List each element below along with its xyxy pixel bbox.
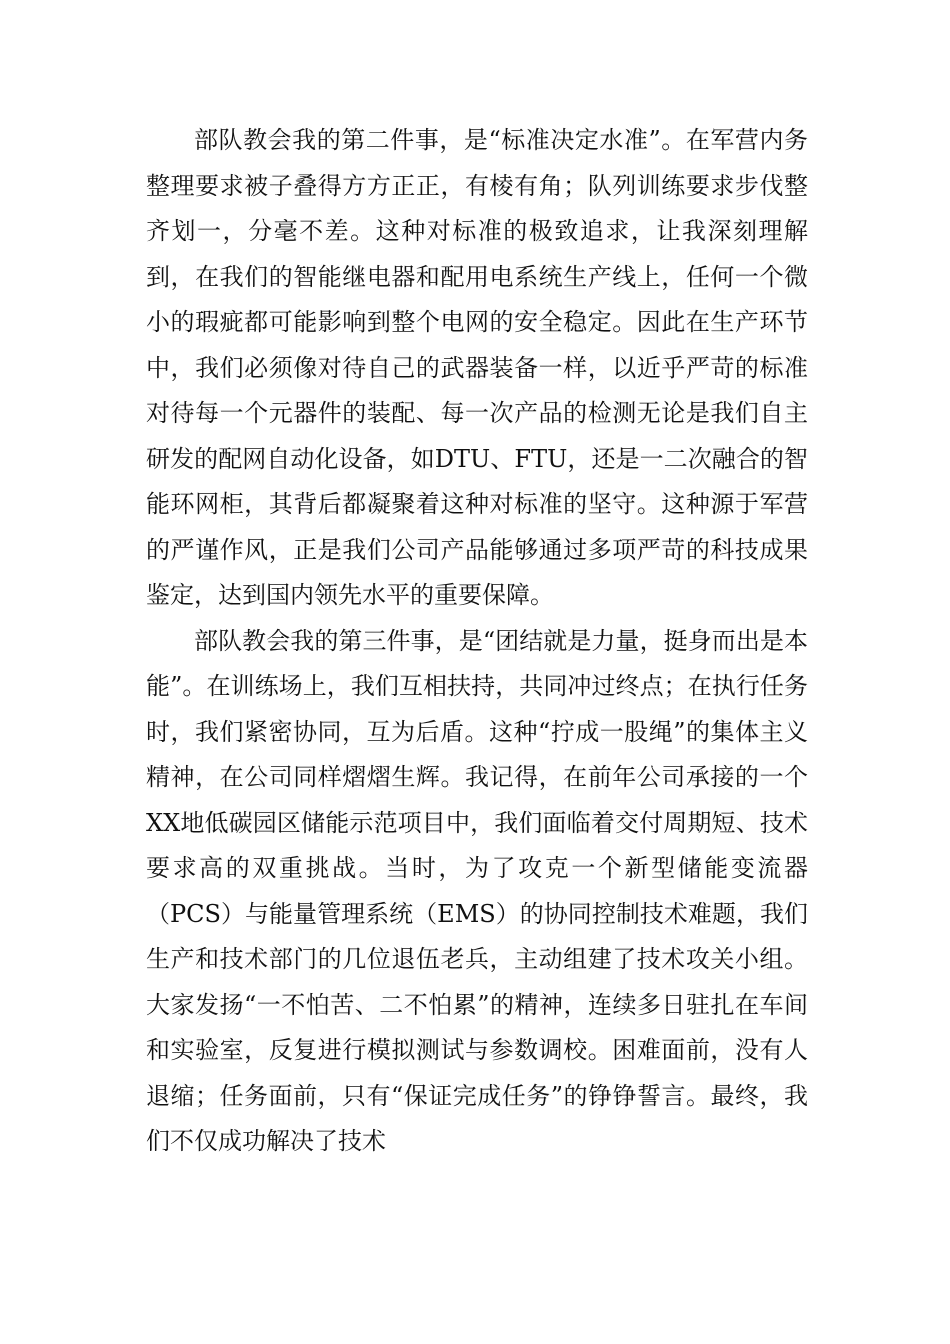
paragraph-standards: 部队教会我的第二件事，是“标准决定水准”。在军营内务整理要求被子叠得方方正正，有棱有角；队列训练要求步伐整齐划一，分毫不差。这种对标准的极致追求，让我深刻理解到，在我们的智能继电器和配用电系统生产线上，任何一个微小的瑕疵都可能影响到整个电网的安全稳定。因此在生产环节中，我们必须像对待自己的武器装备一样，以近乎严苛的标准对待每一个元器件的装配、每一次产品的检测无论是我们自主研发的配网自动化设备，如DTU、FTU，还是一二次融合的智能环网柜，其背后都凝聚着这种对标准的坚守。这种源于军营的严谨作风，正是我们公司产品能够通过多项严苛的科技成果鉴定，达到国内领先水平的重要保障。	[146, 126, 808, 609]
document-page	[146, 118, 808, 1165]
paragraph-teamwork: 部队教会我的第三件事，是“团结就是力量，挺身而出是本能”。在训练场上，我们互相扶持，共同冲过终点；在执行任务时，我们紧密协同，互为后盾。这种“拧成一股绳”的集体主义精神，在公司同样熠熠生辉。我记得，在前年公司承接的一个XX地低碳园区储能示范项目中，我们面临着交付周期短、技术要求高的双重挑战。当时，为了攻克一个新型储能变流器（PCS）与能量管理系统（EMS）的协同控制技术难题，我们生产和技术部门的几位退伍老兵，主动组建了技术攻关小组。大家发扬“一不怕苦、二不怕累”的精神，连续多日驻扎在车间和实验室，反复进行模拟测试与参数调校。困难面前，没有人退缩；任务面前，只有“保证完成任务”的铮铮誓言。最终，我们不仅成功解决了技术	[146, 626, 808, 1155]
